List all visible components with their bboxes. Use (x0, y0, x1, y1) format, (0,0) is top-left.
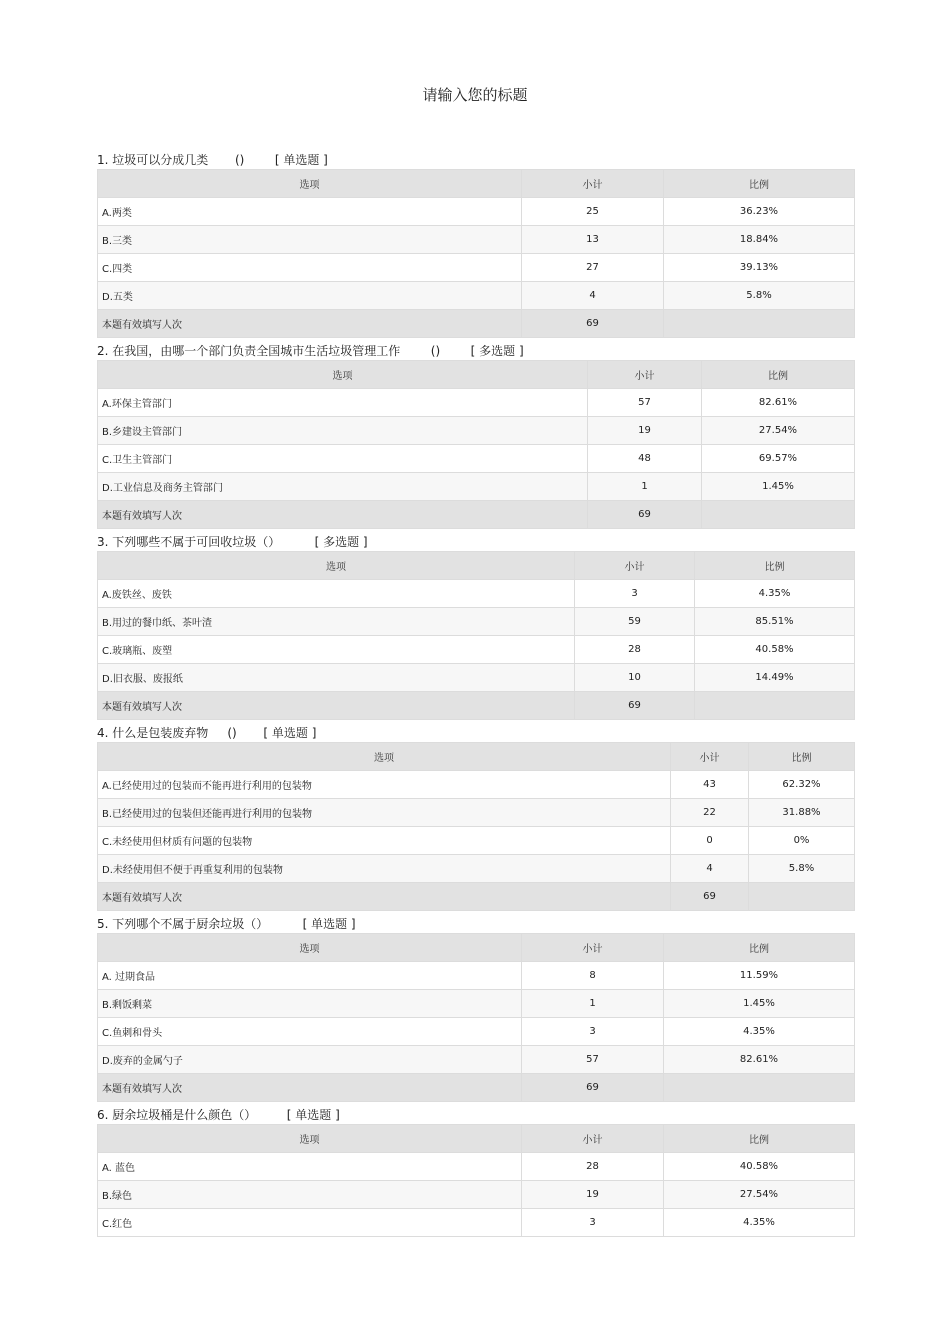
table-row (98, 1046, 855, 1074)
count-header: 小计 (671, 743, 749, 771)
count-header: 小计 (522, 1125, 664, 1153)
count-header: 小计 (588, 361, 702, 389)
count-cell: 10 (575, 664, 695, 692)
option-header: 选项 (98, 1125, 522, 1153)
table-row (98, 771, 855, 799)
count-header: 小计 (575, 552, 695, 580)
count-cell: 0 (671, 827, 749, 855)
option-cell: A. 过期食品 (98, 962, 522, 990)
table-row (98, 636, 855, 664)
total-row (98, 692, 855, 720)
page-title: 请输入您的标题 (422, 86, 528, 104)
question-5 (97, 915, 854, 1102)
option-cell: A. 蓝色 (98, 1153, 522, 1181)
count-cell: 8 (522, 962, 664, 990)
table-row (98, 389, 855, 417)
option-cell: A.已经使用过的包装而不能再进行利用的包装物 (98, 771, 671, 799)
option-cell: C.卫生主管部门 (98, 445, 588, 473)
question-title: 5. 下列哪个不属于厨余垃圾（） [ 单选题 ] (97, 917, 356, 931)
option-header: 选项 (98, 934, 522, 962)
ratio-cell: 36.23% (664, 198, 855, 226)
question-title: 2. 在我国，由哪一个部门负责全国城市生活垃圾管理工作 () [ 多选题 ] (97, 344, 524, 358)
total-row (98, 501, 855, 529)
option-header: 选项 (98, 170, 522, 198)
table-header-row (98, 170, 855, 198)
ratio-header: 比例 (702, 361, 855, 389)
table-row (98, 1153, 855, 1181)
ratio-cell: 4.35% (695, 580, 855, 608)
table-row (98, 198, 855, 226)
question-3 (97, 533, 854, 720)
count-cell: 27 (522, 254, 664, 282)
option-cell: C.红色 (98, 1209, 522, 1237)
option-cell: B.已经使用过的包装但还能再进行利用的包装物 (98, 799, 671, 827)
ratio-cell: 1.45% (664, 990, 855, 1018)
total-count: 69 (588, 501, 702, 529)
total-row (98, 310, 855, 338)
count-cell: 57 (588, 389, 702, 417)
question-title: 1. 垃圾可以分成几类 () [ 单选题 ] (97, 153, 328, 167)
count-header: 小计 (522, 934, 664, 962)
ratio-cell: 11.59% (664, 962, 855, 990)
ratio-cell: 4.35% (664, 1018, 855, 1046)
total-row (98, 883, 855, 911)
total-label: 本题有效填写人次 (98, 883, 671, 911)
empty-cell (702, 501, 855, 529)
option-header: 选项 (98, 552, 575, 580)
table-row (98, 417, 855, 445)
option-cell: A.废铁丝、废铁 (98, 580, 575, 608)
total-label: 本题有效填写人次 (98, 1074, 522, 1102)
table-row (98, 664, 855, 692)
total-count: 69 (671, 883, 749, 911)
ratio-header: 比例 (695, 552, 855, 580)
empty-cell (664, 310, 855, 338)
empty-cell (695, 692, 855, 720)
ratio-cell: 82.61% (664, 1046, 855, 1074)
option-cell: B.绿色 (98, 1181, 522, 1209)
ratio-cell: 5.8% (749, 855, 855, 883)
total-row (98, 1074, 855, 1102)
table-row (98, 608, 855, 636)
question-title: 3. 下列哪些不属于可回收垃圾（） [ 多选题 ] (97, 535, 368, 549)
table-row (98, 1181, 855, 1209)
question-6 (97, 1106, 854, 1237)
ratio-cell: 62.32% (749, 771, 855, 799)
option-cell: C.玻璃瓶、废塑 (98, 636, 575, 664)
result-table (97, 169, 855, 338)
count-cell: 4 (671, 855, 749, 883)
question-title: 4. 什么是包装废弃物 () [ 单选题 ] (97, 726, 317, 740)
result-table (97, 360, 855, 529)
ratio-cell: 27.54% (702, 417, 855, 445)
result-table (97, 742, 855, 911)
ratio-header: 比例 (664, 934, 855, 962)
table-row (98, 990, 855, 1018)
count-cell: 1 (588, 473, 702, 501)
table-row (98, 962, 855, 990)
option-cell: C.鱼刺和骨头 (98, 1018, 522, 1046)
count-cell: 3 (575, 580, 695, 608)
option-cell: A.两类 (98, 198, 522, 226)
total-count: 69 (522, 310, 664, 338)
count-cell: 13 (522, 226, 664, 254)
count-cell: 3 (522, 1018, 664, 1046)
ratio-cell: 5.8% (664, 282, 855, 310)
count-cell: 19 (588, 417, 702, 445)
count-cell: 28 (522, 1153, 664, 1181)
ratio-header: 比例 (664, 170, 855, 198)
table-row (98, 1018, 855, 1046)
empty-cell (749, 883, 855, 911)
option-cell: D.废弃的金属勺子 (98, 1046, 522, 1074)
table-row (98, 855, 855, 883)
question-4 (97, 724, 854, 911)
ratio-cell: 14.49% (695, 664, 855, 692)
table-header-row (98, 1125, 855, 1153)
total-count: 69 (522, 1074, 664, 1102)
empty-cell (664, 1074, 855, 1102)
table-header-row (98, 934, 855, 962)
table-row (98, 580, 855, 608)
ratio-header: 比例 (664, 1125, 855, 1153)
count-cell: 22 (671, 799, 749, 827)
option-cell: D.未经使用但不便于再重复利用的包装物 (98, 855, 671, 883)
option-cell: D.旧衣服、废报纸 (98, 664, 575, 692)
option-cell: B.用过的餐巾纸、茶叶渣 (98, 608, 575, 636)
option-cell: C.四类 (98, 254, 522, 282)
option-header: 选项 (98, 743, 671, 771)
ratio-cell: 27.54% (664, 1181, 855, 1209)
ratio-cell: 18.84% (664, 226, 855, 254)
option-cell: D.工业信息及商务主管部门 (98, 473, 588, 501)
count-cell: 25 (522, 198, 664, 226)
ratio-cell: 31.88% (749, 799, 855, 827)
option-cell: B.乡建设主管部门 (98, 417, 588, 445)
ratio-header: 比例 (749, 743, 855, 771)
option-cell: C.未经使用但材质有问题的包装物 (98, 827, 671, 855)
result-table (97, 551, 855, 720)
table-row (98, 473, 855, 501)
count-cell: 28 (575, 636, 695, 664)
total-label: 本题有效填写人次 (98, 692, 575, 720)
table-row (98, 1209, 855, 1237)
ratio-cell: 4.35% (664, 1209, 855, 1237)
count-cell: 48 (588, 445, 702, 473)
table-row (98, 827, 855, 855)
total-label: 本题有效填写人次 (98, 310, 522, 338)
table-row (98, 226, 855, 254)
ratio-cell: 40.58% (664, 1153, 855, 1181)
count-cell: 43 (671, 771, 749, 799)
option-cell: A.环保主管部门 (98, 389, 588, 417)
result-table (97, 933, 855, 1102)
question-2 (97, 342, 854, 529)
total-label: 本题有效填写人次 (98, 501, 588, 529)
count-cell: 3 (522, 1209, 664, 1237)
count-cell: 1 (522, 990, 664, 1018)
total-count: 69 (575, 692, 695, 720)
table-row (98, 445, 855, 473)
table-row (98, 254, 855, 282)
option-cell: B.三类 (98, 226, 522, 254)
ratio-cell: 1.45% (702, 473, 855, 501)
option-cell: B.剩饭剩菜 (98, 990, 522, 1018)
option-header: 选项 (98, 361, 588, 389)
count-cell: 19 (522, 1181, 664, 1209)
count-cell: 59 (575, 608, 695, 636)
table-row (98, 282, 855, 310)
count-header: 小计 (522, 170, 664, 198)
count-cell: 4 (522, 282, 664, 310)
question-1 (97, 151, 854, 338)
ratio-cell: 39.13% (664, 254, 855, 282)
table-row (98, 799, 855, 827)
table-header-row (98, 552, 855, 580)
result-table (97, 1124, 855, 1237)
option-cell: D.五类 (98, 282, 522, 310)
question-title: 6. 厨余垃圾桶是什么颜色（） [ 单选题 ] (97, 1108, 340, 1122)
table-header-row (98, 743, 855, 771)
ratio-cell: 40.58% (695, 636, 855, 664)
ratio-cell: 85.51% (695, 608, 855, 636)
count-cell: 57 (522, 1046, 664, 1074)
ratio-cell: 82.61% (702, 389, 855, 417)
table-header-row (98, 361, 855, 389)
ratio-cell: 69.57% (702, 445, 855, 473)
ratio-cell: 0% (749, 827, 855, 855)
